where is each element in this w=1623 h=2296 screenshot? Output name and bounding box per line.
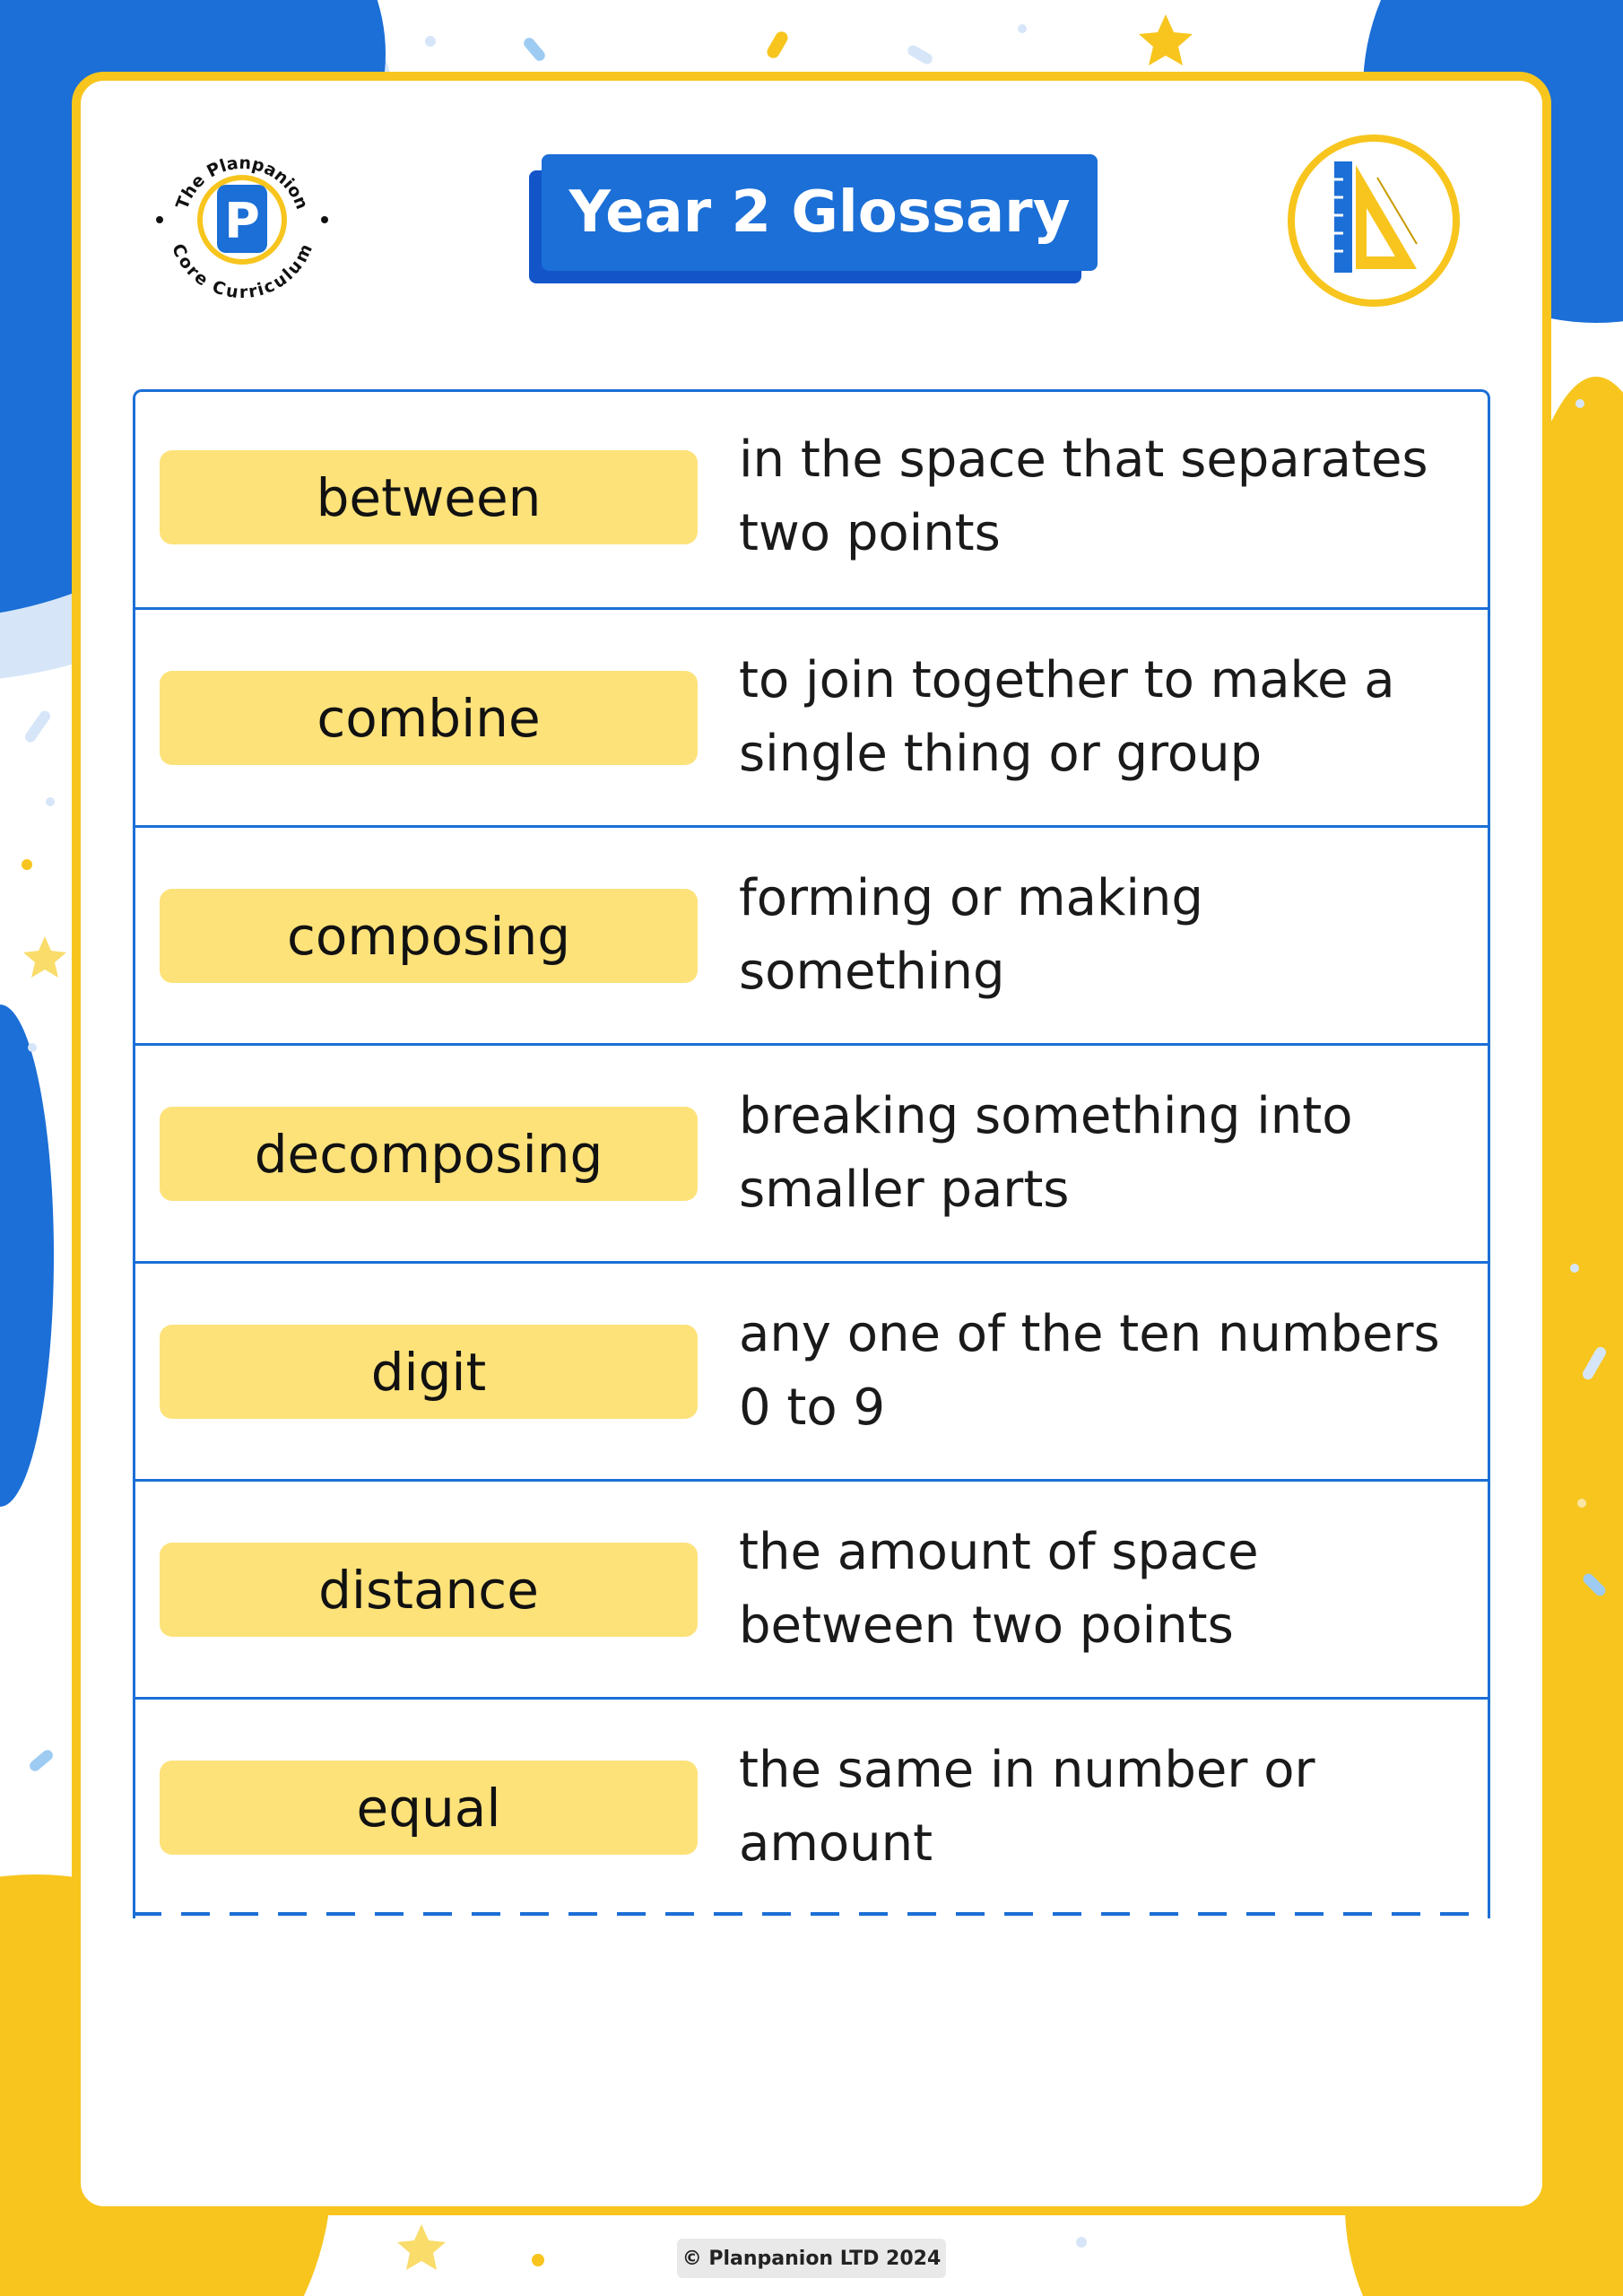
definition-line: any one of the ten numbers (739, 1305, 1440, 1363)
definition-line: 0 to 9 (739, 1378, 886, 1437)
glossary-table (133, 389, 1490, 1918)
glossary-term (160, 450, 698, 544)
page-title: Year 2 Glossary (542, 154, 1098, 271)
glossary-row (133, 607, 1490, 825)
glossary-row (133, 1043, 1490, 1261)
copyright-badge: © Planpanion LTD 2024 (677, 2239, 946, 2278)
term-label: between (316, 466, 542, 528)
glossary-term (160, 889, 698, 983)
glossary-row (133, 389, 1490, 607)
term-label: digit (370, 1341, 487, 1403)
glossary-definition (739, 1516, 1465, 1663)
definition-line: amount (739, 1814, 933, 1873)
glossary-term (160, 1325, 698, 1419)
glossary-term (160, 671, 698, 765)
planpanion-logo (152, 126, 332, 314)
term-label: equal (356, 1777, 501, 1839)
ruler-set-square-icon (1284, 131, 1463, 310)
term-label: composing (286, 905, 571, 967)
glossary-definition (739, 1080, 1465, 1227)
definition-line: between two points (739, 1596, 1234, 1655)
logo-ring-top-text: The Planpanion (172, 152, 312, 213)
definition-line: in the space that separates (739, 430, 1428, 489)
definition-line: to join together to make a (739, 651, 1395, 709)
glossary-row (133, 1479, 1490, 1697)
glossary-row (133, 1261, 1490, 1479)
glossary-term (160, 1761, 698, 1855)
logo-letter: P (224, 193, 260, 249)
glossary-definition (739, 644, 1465, 791)
logo-ring-bottom-text: Core Curriculum (168, 240, 317, 303)
term-label: combine (317, 687, 541, 749)
title-banner (529, 154, 1098, 287)
glossary-row (133, 1697, 1490, 1915)
definition-line: smaller parts (739, 1161, 1070, 1219)
glossary-term (160, 1543, 698, 1637)
definition-line: the same in number or (739, 1741, 1315, 1799)
definition-line: single thing or group (739, 725, 1263, 783)
definition-line: the amount of space (739, 1523, 1259, 1581)
glossary-definition (739, 1734, 1465, 1881)
glossary-definition (739, 423, 1465, 570)
definition-line: two points (739, 504, 1001, 562)
term-label: distance (318, 1559, 539, 1621)
definition-line: forming or making (739, 869, 1203, 927)
definition-line: something (739, 943, 1005, 1001)
definition-line: breaking something into (739, 1087, 1353, 1145)
glossary-definition (739, 1298, 1465, 1445)
dashed-cut-line (133, 1912, 1490, 1916)
glossary-term (160, 1107, 698, 1201)
glossary-definition (739, 862, 1465, 1009)
term-label: decomposing (254, 1123, 603, 1185)
glossary-row (133, 825, 1490, 1043)
